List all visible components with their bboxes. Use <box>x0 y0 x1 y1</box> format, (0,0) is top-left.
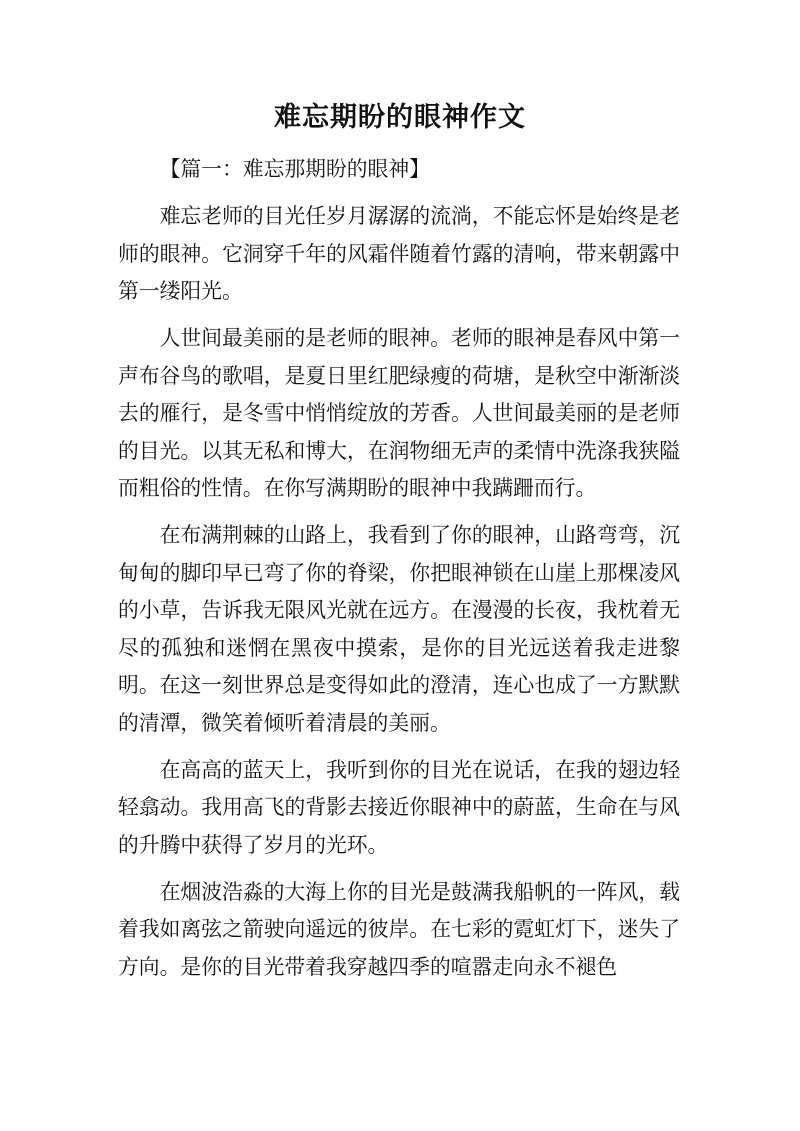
document-body <box>118 151 680 996</box>
paragraph: 在布满荆棘的山路上，我看到了你的眼神，山路弯弯，沉甸甸的脚印早已弯了你的脊梁，你把眼神锁在山崖上那棵凌风的小草，告诉我无限风光就在远方。在漫漫的长夜，我枕着无尽的孤独和迷惘在黑夜中摸索，是你的目光远送着我走进黎明。在这一刻世界总是变得如此的澄清，连心也成了一方默默的清潭，微笑着倾听着清晨的美丽。 <box>118 523 680 735</box>
paragraph: 在烟波浩淼的大海上你的目光是鼓满我船帆的一阵风，载着我如离弦之箭驶向遥远的彼岸。在七彩的霓虹灯下，迷失了方向。是你的目光带着我穿越四季的喧嚣走向永不褪色 <box>118 879 680 979</box>
paragraph: 人世间最美丽的是老师的眼神。老师的眼神是春风中第一声布谷鸟的歌唱，是夏日里红肥绿瘦的荷塘，是秋空中渐渐淡去的雁行，是冬雪中悄悄绽放的芳香。人世间最美丽的是老师的目光。以其无私和博大，在润物细无声的柔情中洗涤我狭隘而粗俗的性情。在你写满期盼的眼神中我蹒跚而行。 <box>118 326 680 500</box>
paragraph: 在高高的蓝天上，我听到你的目光在说话，在我的翅边轻轻翕动。我用高飞的背影去接近你眼神中的蔚蓝，生命在与风的升腾中获得了岁月的光环。 <box>118 757 680 857</box>
paragraph: 难忘老师的目光任岁月潺潺的流淌，不能忘怀是始终是老师的眼神。它洞穿千年的风霜伴随着竹露的清响，带来朝露中第一缕阳光。 <box>118 204 680 303</box>
section-heading: 【篇一：难忘那期盼的眼神】 <box>159 157 430 181</box>
document-title: 难忘期盼的眼神作文 <box>274 102 526 133</box>
